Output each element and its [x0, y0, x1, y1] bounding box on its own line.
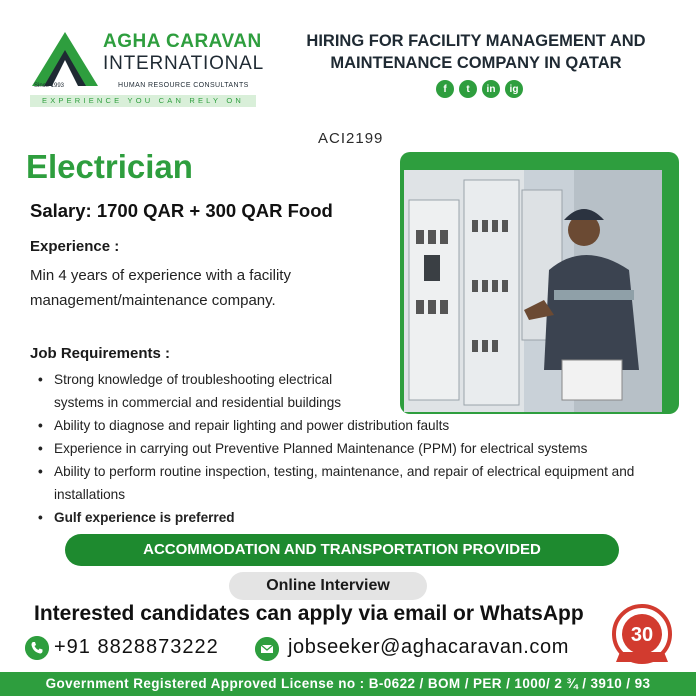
- accommodation-banner: ACCOMMODATION AND TRANSPORTATION PROVIDED: [65, 534, 619, 566]
- anniversary-badge-icon: [610, 604, 674, 668]
- online-interview-badge: Online Interview: [229, 572, 427, 600]
- brand-name: AGHA CARAVAN: [103, 31, 262, 52]
- twitter-icon[interactable]: t: [459, 80, 477, 98]
- license-footer: Government Registered Approved License no : B-0622 / BOM / PER / 1000/ 2 ¾ / 3910 / 93: [0, 672, 696, 696]
- list-item: • Gulf experience is preferred: [34, 506, 674, 529]
- experience-heading: Experience :: [30, 238, 120, 255]
- list-item: • Experience in carrying out Preventive Planned Maintenance (PPM) for electrical systems: [34, 437, 674, 460]
- email-address[interactable]: jobseeker@aghacaravan.com: [288, 636, 570, 658]
- brand-subtitle: HUMAN RESOURCE CONSULTANTS: [118, 82, 249, 89]
- requirements-heading: Job Requirements :: [30, 345, 171, 362]
- linkedin-icon[interactable]: in: [482, 80, 500, 98]
- job-code: ACI2199: [318, 130, 384, 147]
- experience-text: Min 4 years of experience with a facility management/maintenance company.: [30, 267, 291, 309]
- instagram-icon[interactable]: ig: [505, 80, 523, 98]
- facebook-icon[interactable]: f: [436, 80, 454, 98]
- hiring-heading: HIRING FOR FACILITY MANAGEMENT AND MAINTENANCE COMPANY IN QATAR: [306, 32, 646, 72]
- list-item: • Strong knowledge of troubleshooting electrical systems in commercial and residential buildings: [34, 368, 384, 414]
- list-item: • Ability to perform routine inspection, testing, maintenance, and repair of electrical equipment and installations: [34, 460, 674, 506]
- social-links: [436, 80, 523, 98]
- job-title: Electrician: [26, 148, 193, 185]
- list-item: • Ability to diagnose and repair lighting and power distribution faults: [34, 414, 674, 437]
- brand-name-line2: INTERNATIONAL: [103, 53, 265, 74]
- apply-text: Interested candidates can apply via email or WhatsApp: [34, 602, 584, 625]
- badge-number: 30: [630, 624, 654, 646]
- mail-icon: [255, 637, 279, 661]
- since-label: Since 1993: [34, 83, 65, 89]
- phone-number[interactable]: +91 8828873222: [54, 636, 219, 658]
- requirements-list: [34, 368, 674, 529]
- brand-tagline: EXPERIENCE YOU CAN RELY ON: [30, 95, 256, 107]
- phone-icon: [25, 636, 49, 660]
- salary-text: Salary: 1700 QAR + 300 QAR Food: [30, 200, 333, 221]
